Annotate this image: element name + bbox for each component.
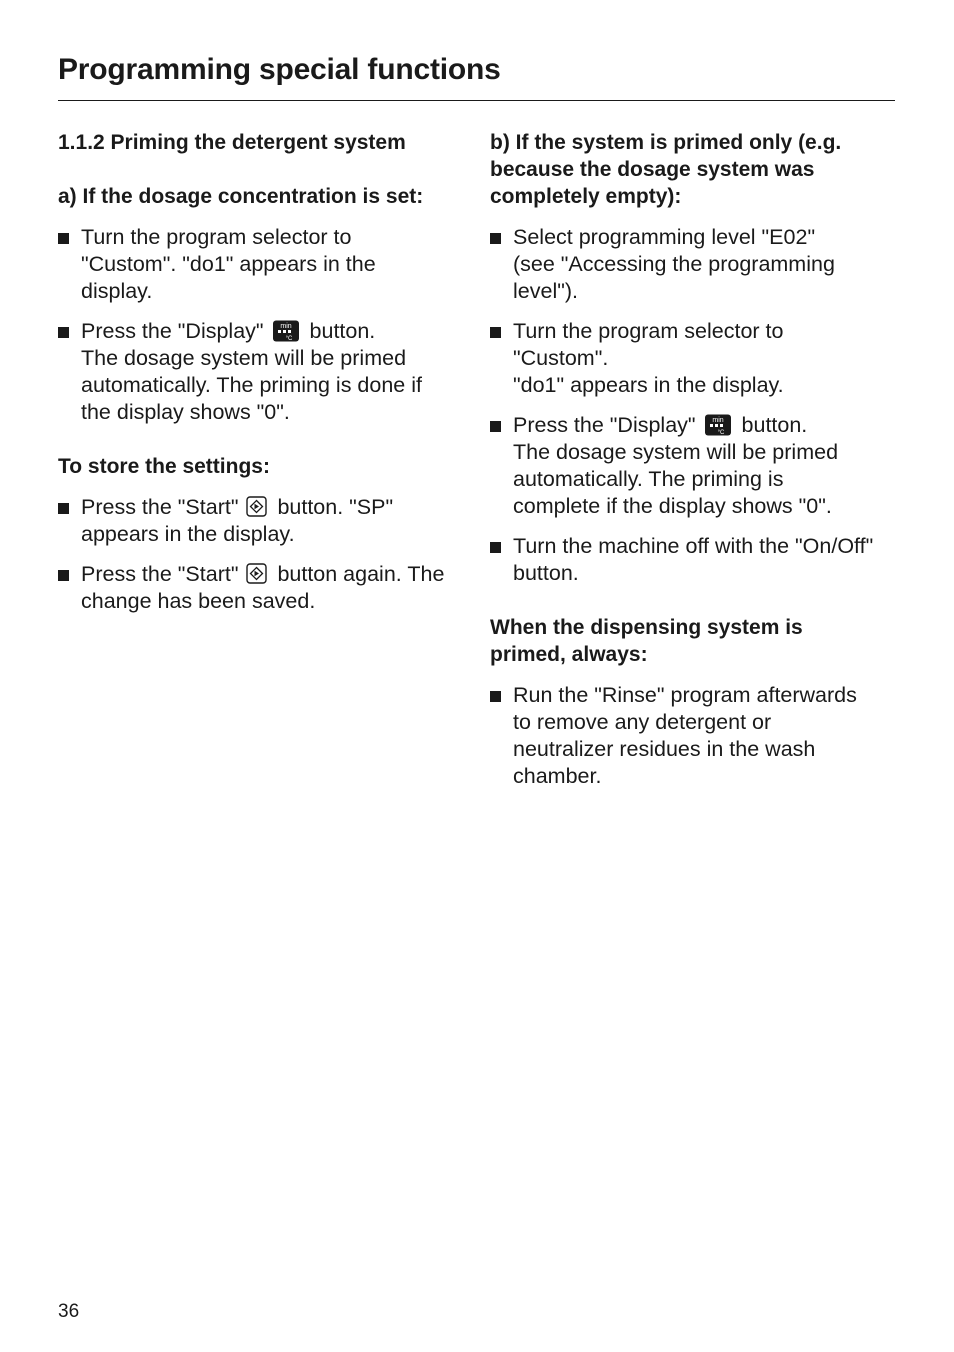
list-item: Turn the program selector to "Custom". "do1" appears in the display. xyxy=(490,318,898,399)
svg-text:°C: °C xyxy=(285,336,292,342)
left-column xyxy=(58,129,466,615)
list-item: Press the "Start" button. "SP" appears in the display. xyxy=(58,494,466,548)
title-divider xyxy=(58,100,895,101)
section-title: 1.1.2 Priming the detergent system xyxy=(58,131,406,154)
bullet-square-icon xyxy=(490,327,501,338)
start-button-icon xyxy=(246,563,267,584)
page-number: 36 xyxy=(58,1301,80,1322)
store-settings-heading: To store the settings: xyxy=(58,455,270,478)
bullet-square-icon xyxy=(58,503,69,514)
right-column xyxy=(490,129,898,790)
start-button-icon xyxy=(246,496,267,517)
bullet-square-icon xyxy=(58,327,69,338)
bullet-square-icon xyxy=(490,233,501,244)
page-title: Programming special functions xyxy=(58,53,501,86)
bullet-square-icon xyxy=(490,421,501,432)
list-item: Select programming level "E02" (see "Accessing the programming level"). xyxy=(490,224,898,305)
display-button-icon xyxy=(704,414,732,436)
svg-text:min: min xyxy=(711,417,724,424)
list-item: Turn the program selector to "Custom". "do1" appears in the display. xyxy=(58,224,466,305)
svg-text:°C: °C xyxy=(717,430,724,436)
list-item: Press the "Display" min °C button. The dosage system will be primed automatically. The priming is complete if the display shows "0". xyxy=(490,412,898,520)
subheading-a: a) If the dosage concentration is set: xyxy=(58,185,424,208)
display-button-icon xyxy=(272,320,300,342)
list-item: Run the "Rinse" program afterwards to remove any detergent or neutralizer residues in the wash chamber. xyxy=(490,682,898,790)
list-item: Press the "Start" button again. The change has been saved. xyxy=(58,561,466,615)
bullet-square-icon xyxy=(58,570,69,581)
svg-text:min: min xyxy=(279,323,292,330)
list-item: Turn the machine off with the "On/Off" button. xyxy=(490,533,898,587)
dispensing-heading: When the dispensing system is primed, always: xyxy=(490,616,803,666)
bullet-square-icon xyxy=(58,233,69,244)
subheading-b: b) If the system is primed only (e.g. because the dosage system was completely empty): xyxy=(490,131,842,208)
bullet-square-icon xyxy=(490,542,501,553)
list-item: Press the "Display" min °C button. The dosage system will be primed automatically. The priming is done if the display shows "0". xyxy=(58,318,466,426)
bullet-square-icon xyxy=(490,691,501,702)
